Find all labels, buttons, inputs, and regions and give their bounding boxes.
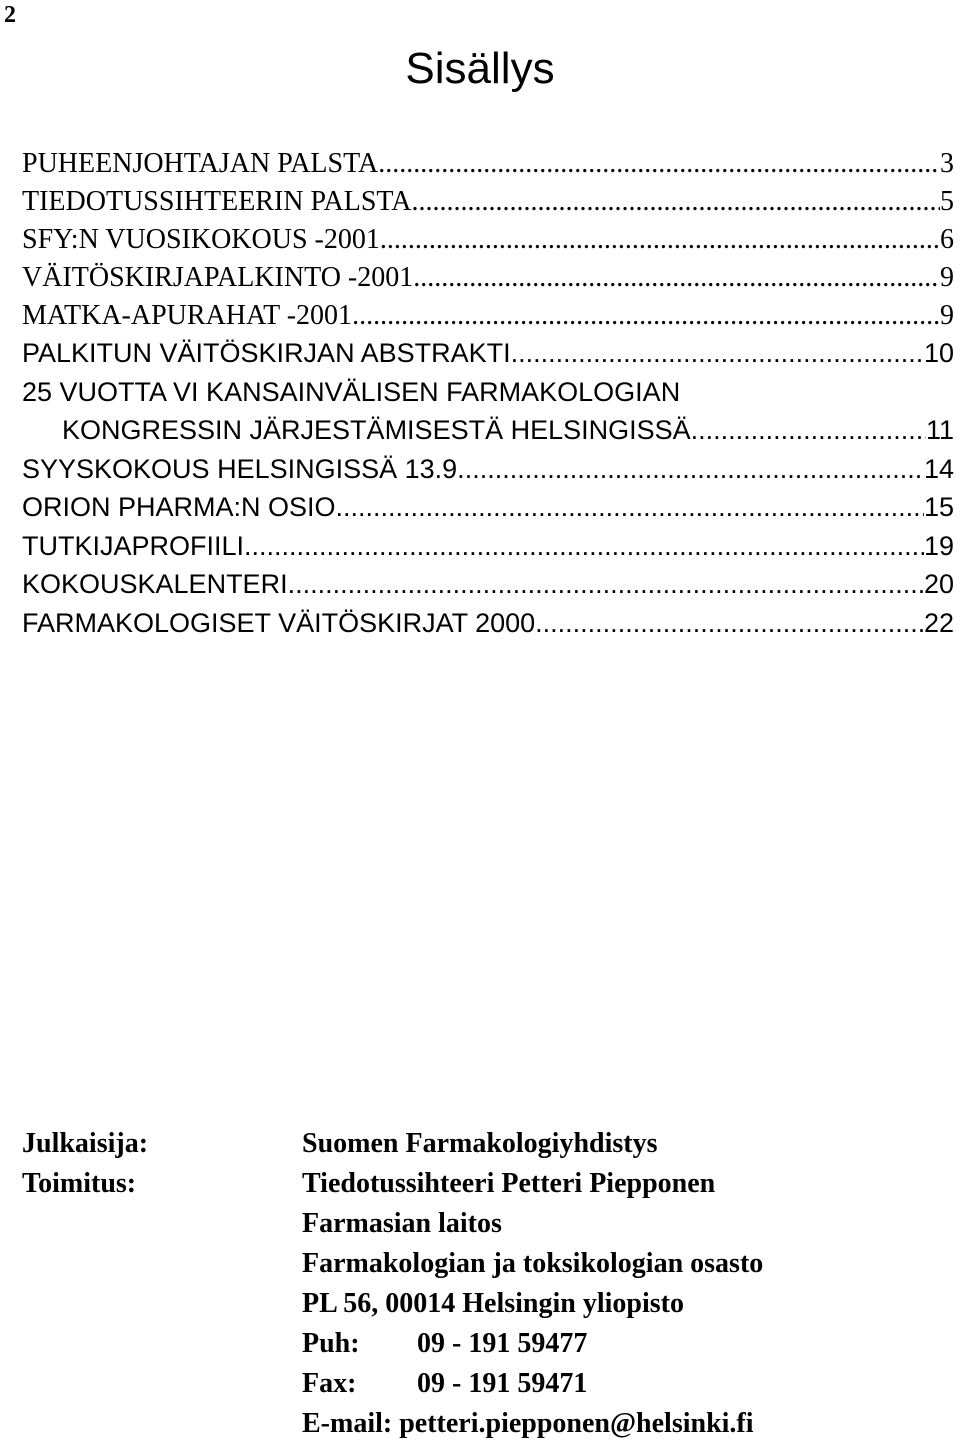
- toc-entry-label: KOKOUSKALENTERI: [22, 569, 288, 599]
- toc-entry-page: 14: [923, 453, 954, 484]
- imprint-row-fax: [22, 1368, 942, 1408]
- email-address[interactable]: petteri.piepponen@helsinki.fi: [399, 1408, 754, 1439]
- toc-entry: [22, 492, 954, 531]
- toc-entry: [22, 224, 954, 262]
- toc-entry: [22, 531, 954, 570]
- toc-entry-label: 25 VUOTTA VI KANSAINVÄLISEN FARMAKOLOGIAN: [22, 376, 681, 407]
- toc-entry-page: 19: [923, 530, 954, 561]
- imprint-row-editor: [22, 1168, 942, 1208]
- toc-entry-label: KONGRESSIN JÄRJESTÄMISESTÄ HELSINGISSÄ: [62, 415, 691, 445]
- publisher-name: Suomen Farmakologiyhdistys: [302, 1128, 658, 1159]
- toc-entry-label: SFY:N VUOSIKOKOUS -2001: [22, 224, 380, 255]
- imprint: [22, 1128, 942, 1448]
- table-of-contents: [22, 148, 954, 646]
- toc-entry-page: 9: [940, 300, 954, 331]
- toc-leader-dots: [412, 186, 941, 218]
- toc-leader-dots: [352, 300, 940, 332]
- toc-entry-label: FARMAKOLOGISET VÄITÖSKIRJAT 2000: [22, 607, 536, 638]
- toc-leader-dots: [413, 262, 940, 294]
- toc-entry-page: 22: [923, 607, 954, 638]
- toc-entry-page: 5: [940, 186, 954, 217]
- imprint-row-publisher: [22, 1128, 942, 1168]
- toc-entry-page: 10: [923, 338, 954, 368]
- toc-entry-page: 20: [923, 569, 954, 599]
- toc-entry-label: TUTKIJAPROFIILI: [22, 530, 245, 561]
- toc-entry-page: 9: [940, 262, 954, 293]
- imprint-row-address-1: [22, 1208, 942, 1248]
- editor-name: Tiedotussihteeri Petteri Piepponen: [302, 1168, 716, 1199]
- toc-entry-label: ORION PHARMA:N OSIO: [22, 492, 336, 522]
- toc-entry: [22, 454, 954, 493]
- page-number: 2: [4, 2, 16, 28]
- toc-entry: [22, 186, 954, 224]
- imprint-row-address-2: [22, 1248, 942, 1288]
- toc-entry: [22, 377, 954, 416]
- fax-label: Fax:: [302, 1368, 357, 1399]
- toc-leader-dots: [378, 148, 940, 180]
- toc-entry: [22, 262, 954, 300]
- toc-entry: [22, 569, 954, 608]
- toc-entry-page: 15: [923, 492, 954, 522]
- fax-number: 09 - 191 59471: [417, 1368, 588, 1399]
- editor-label: Toimitus:: [22, 1168, 137, 1199]
- toc-entry: [22, 300, 954, 338]
- toc-leader-dots: [465, 454, 924, 485]
- page-title: Sisällys: [405, 44, 555, 93]
- toc-entry: [22, 338, 954, 377]
- publisher-label: Julkaisija:: [22, 1128, 149, 1159]
- address-line: PL 56, 00014 Helsingin yliopisto: [302, 1288, 684, 1319]
- address-line: Farmakologian ja toksikologian osasto: [302, 1248, 764, 1279]
- address-line: Farmasian laitos: [302, 1208, 502, 1239]
- phone-label: Puh:: [302, 1328, 360, 1359]
- toc-leader-dots: [380, 224, 940, 256]
- imprint-row-email: [22, 1408, 942, 1448]
- toc-entry-page: 6: [940, 224, 954, 255]
- toc-leader-dots: [535, 608, 924, 639]
- phone-number: 09 - 191 59477: [417, 1328, 588, 1359]
- toc-entry-label: VÄITÖSKIRJAPALKINTO -2001: [22, 262, 414, 293]
- toc-leader-dots: [336, 492, 924, 523]
- toc-entry-label: MATKA-APURAHAT -2001: [22, 300, 353, 331]
- toc-leader-dots: [288, 569, 924, 600]
- email-label: E-mail:: [302, 1408, 393, 1439]
- toc-leader-dots: [244, 531, 924, 562]
- toc-entry: [22, 415, 954, 454]
- toc-entry: [22, 608, 954, 647]
- toc-entry-label: SYYSKOKOUS HELSINGISSÄ 13.9.: [22, 453, 465, 484]
- toc-leader-dots: [691, 415, 926, 446]
- toc-entry-label: PALKITUN VÄITÖSKIRJAN ABSTRAKTI: [22, 338, 511, 368]
- toc-entry-page: 11: [925, 415, 954, 445]
- toc-entry: [22, 148, 954, 186]
- imprint-row-address-3: [22, 1288, 942, 1328]
- toc-entry-page: 3: [940, 148, 954, 179]
- toc-entry-label: TIEDOTUSSIHTEERIN PALSTA: [22, 186, 412, 217]
- imprint-row-phone: [22, 1328, 942, 1368]
- toc-entry-label: PUHEENJOHTAJAN PALSTA: [22, 148, 379, 179]
- toc-leader-dots: [511, 338, 924, 369]
